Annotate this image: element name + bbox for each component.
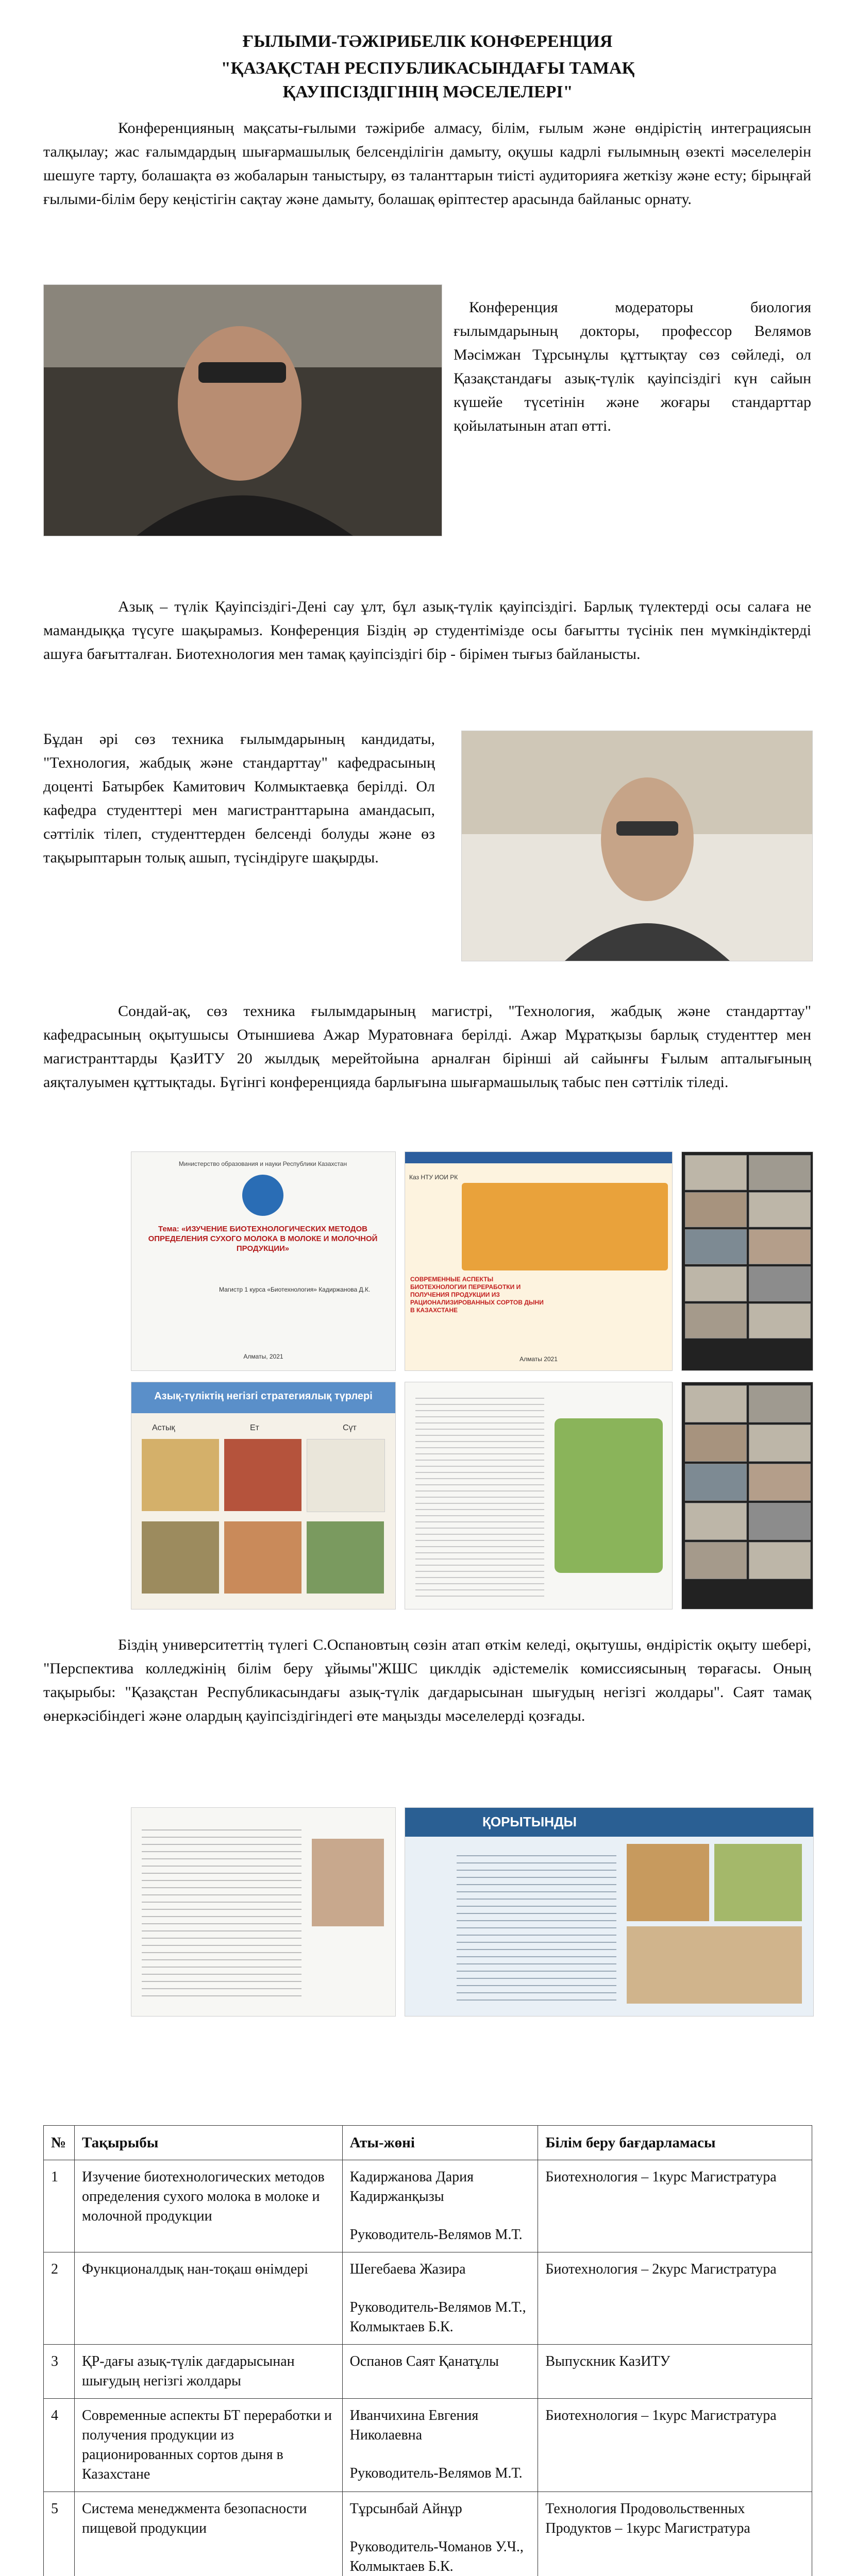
- cell-number: [44, 2492, 75, 2576]
- intro-paragraph: Конференцияның мақсаты-ғылыми тәжірибе алмасу, білім, ғылым және өндірістің интеграциясын талқылау; жас ғалымдардың шығармашылық белсенділігін дамыту, оқушы кадрлі ғылымның өзекті мәселелерін шешуге тарту, болашақта өз жобаларын таныстыру, өз таланттарын тиісті аудиторияға жеткізу және есту; бірыңғай ғылыми-білім беру кеңістігін сақтау және дамыту, болашақ өріптестер арасында байланыс орнату.: [43, 120, 811, 208]
- slide-melon: [405, 1151, 673, 1371]
- cell-topic: [74, 2492, 342, 2576]
- cell-text: 1: [51, 2169, 58, 2185]
- video-call-grid-2: [681, 1382, 813, 1609]
- cell-text: Тұрсынбай Айнұр: [349, 2501, 462, 2517]
- cell-text: 3: [51, 2353, 58, 2369]
- cell-text: Биотехнология – 1курс Магистратура: [545, 2169, 777, 2185]
- cell-text: 4: [51, 2408, 58, 2424]
- table-row: [44, 2252, 812, 2345]
- cell-program: [538, 2399, 812, 2492]
- table-row: [44, 2492, 812, 2576]
- cell-text: Технология Продовольственных Продуктов – 1курс Магистратура: [545, 2501, 750, 2536]
- cell-name: [342, 2345, 538, 2399]
- cell-text: ҚР-дағы азық-түлік дағдарысынан шығудың негізгі жолдары: [81, 2353, 295, 2389]
- page-title: ҒЫЛЫМИ-ТӘЖІРИБЕЛІК КОНФЕРЕНЦИЯ: [242, 32, 613, 51]
- col-meat: Ет: [250, 1423, 259, 1432]
- slide-org: Каз НТУ ИОИ РК: [409, 1174, 458, 1181]
- moderator-paragraph: Конференция модераторы биология ғылымдарының докторы, профессор Велямов Мәсімжан Тұрсынұлы құттықтау сөз сөйледі, ол Қазақстандағы азық-түлік қауіпсіздігі күн сайын күшейе түсетінін және жоғары стандарттар қойылатынын атап өтті.: [454, 299, 811, 434]
- ospanov-paragraph: Біздің университеттің түлегі С.Оспановтың сөзін атап өткім келеді, оқытушы, өндірістік оқыту шебері, "Перспектива колледжінің білім беру ұйымы"ЖШС циклдік әдістемелік комиссиясының төрағасы. Оның тақырыбы: "Қазақстан Республикасындағы азық-түлік дағдарысынан шығудың негізгі жолдары". Саят тамақ өнеркәсібіндегі және олардың қауіпсіздігіндегі өте маңызды мәселелерді қозғады.: [43, 1636, 811, 1724]
- conclusion-title: ҚОРЫТЫНДЫ: [482, 1814, 577, 1829]
- page-subtitle: "ҚАЗАҚСТАН РЕСПУБЛИКАСЫНДАҒЫ ТАМАҚ ҚАУІПСІЗДІГІНІҢ МӘСЕЛЕЛЕРІ": [221, 59, 635, 101]
- slide-food-types: [131, 1382, 396, 1609]
- university-logo: [242, 1175, 283, 1216]
- cell-text: Кадиржанова Дария Кадиржанқызы: [349, 2169, 474, 2205]
- cell-text: Шегебаева Жазира: [349, 2261, 466, 2277]
- slide-topic-melon: СОВРЕМЕННЫЕ АСПЕКТЫ БИОТЕХНОЛОГИИ ПЕРЕРАБОТКИ И ПОЛУЧЕНИЯ ПРОДУКЦИИ ИЗ РАЦИОНАЛИЗИРОВАННЫХ СОРТОВ ДЫНИ В КАЗАХСТАНЕ: [410, 1276, 544, 1314]
- slide-ministry: Министерство образования и науки Республики Казахстан: [178, 1160, 347, 1167]
- slide-year-melon: Алматы 2021: [519, 1355, 558, 1363]
- slide-author: Магистр 1 курса «Биотехнология» Кадиржанова Д.К.: [219, 1286, 371, 1293]
- cell-text: Выпускник КазИТУ: [545, 2353, 670, 2369]
- cell-text: Изучение биотехнологических методов определения сухого молока в молоке и молочной продукции: [81, 2169, 325, 2224]
- cell-text: Система менеджмента безопасности пищевой продукции: [81, 2501, 307, 2536]
- kolmyktaev-paragraph: Бұдан әрі сөз техника ғылымдарының кандидаты, "Технология, жабдық және стандарттау" кафедрасының доценті Батырбек Камитович Колмыктаевқа берілді. Ол кафедра студенттері мен магистранттарына амандасып, сәттілік тілеп, студенттерден белсенді болуды және өз тақырыптарын толық ашып, түсіндіруге шақырды.: [43, 731, 435, 866]
- table-header-row: [44, 2126, 812, 2160]
- col-milk: Сүт: [343, 1423, 357, 1432]
- cell-text: Современные аспекты БТ переработки и получения продукции из рационированных сортов дыня в Казахстане: [81, 2408, 332, 2482]
- slide-presentation-text: [131, 1807, 396, 2016]
- video-call-grid: [681, 1151, 813, 1371]
- col-header-name: Аты-жөні: [342, 2126, 538, 2160]
- cell-text: 5: [51, 2501, 58, 2517]
- cell-topic: [74, 2252, 342, 2345]
- cell-number: [44, 2345, 75, 2399]
- cell-name: [342, 2399, 538, 2492]
- vegetables-image: [555, 1418, 663, 1573]
- cell-name: [342, 2492, 538, 2576]
- otynshieva-paragraph: Сондай-ақ, сөз техника ғылымдарының магистрі, "Технология, жабдық және стандарттау" кафедрасының оқытушысы Отыншиева Ажар Муратовнаға берілді. Ажар Мұратқызы барлық студенттер мен магистранттарды ҚазИТУ 20 жылдық мерейтойына арналған бірінші ай сайынғы Ғылым апталығының аяқталуымен құттықтады. Бүгінгі конференцияда барлығына шығармашылық табыс пен сәттілік тіледі.: [43, 1003, 811, 1091]
- col-header-program: Білім беру бағдарламасы: [538, 2126, 812, 2160]
- advisor-text: Руководитель-Велямов М.Т., Колмыктаев Б.К.: [349, 2299, 526, 2335]
- cell-text: 2: [51, 2261, 58, 2277]
- cell-text: Биотехнология – 1курс Магистратура: [545, 2408, 777, 2424]
- participants-table: [43, 2125, 812, 2576]
- cell-topic: [74, 2345, 342, 2399]
- cell-text: Оспанов Саят Қанатұлы: [349, 2353, 499, 2369]
- col-header-number: №: [44, 2126, 75, 2160]
- table-row: [44, 2345, 812, 2399]
- kolmyktaev-photo: [461, 731, 813, 961]
- melon-photo: [462, 1183, 668, 1270]
- cell-program: [538, 2345, 812, 2399]
- cell-program: [538, 2160, 812, 2252]
- advisor-text: Руководитель-Чоманов У.Ч., Колмыктаев Б.К.: [349, 2539, 524, 2574]
- advisor-text: Руководитель-Велямов М.Т.: [349, 2227, 523, 2243]
- food-safety-paragraph: Азық – түлік Қауіпсіздігі-Дені сау ұлт, бұл азық-түлік қауіпсіздігі. Барлық түлектерді осы салаға не мамандыққа түсуге шақырамыз. Конференция Біздің әр студентімізде осы бағытты түсінік пен мүмкіндіктерді ашуға бағытталған. Биотехнология мен тамақ қауіпсіздігі бір - бірімен тығыз байланысты.: [43, 598, 811, 663]
- cell-name: [342, 2252, 538, 2345]
- cell-number: [44, 2160, 75, 2252]
- cell-program: [538, 2492, 812, 2576]
- col-grain: Астық: [152, 1423, 175, 1432]
- cell-topic: [74, 2399, 342, 2492]
- slide-year: Алматы, 2021: [243, 1353, 283, 1360]
- col-header-topic: Тақырыбы: [74, 2126, 342, 2160]
- cell-name: [342, 2160, 538, 2252]
- table-row: [44, 2399, 812, 2492]
- cell-topic: [74, 2160, 342, 2252]
- moderator-photo: [43, 284, 442, 536]
- cell-program: [538, 2252, 812, 2345]
- table-row: [44, 2160, 812, 2252]
- slide-food-title: Азық-түліктің негізгі стратегиялық түрлері: [154, 1391, 373, 1402]
- cell-text: Биотехнология – 2курс Магистратура: [545, 2261, 777, 2277]
- slide-text-vegetables: [405, 1382, 673, 1609]
- slide-topic: Тема: «ИЗУЧЕНИЕ БИОТЕХНОЛОГИЧЕСКИХ МЕТОДОВ ОПРЕДЕЛЕНИЯ СУХОГО МОЛОКА В МОЛОКЕ И МОЛОЧНОЙ ПРОДУКЦИИ»: [148, 1225, 378, 1253]
- speaker-thumb: [312, 1839, 384, 1926]
- cell-text: Функционалдық нан-тоқаш өнімдері: [81, 2261, 309, 2277]
- advisor-text: Руководитель-Велямов М.Т.: [349, 2465, 523, 2481]
- cell-number: [44, 2252, 75, 2345]
- cell-text: Иванчихина Евгения Николаевна: [349, 2408, 479, 2443]
- slide-conclusion: [405, 1807, 814, 2016]
- cell-number: [44, 2399, 75, 2492]
- slide-thesis-milk: [131, 1151, 396, 1371]
